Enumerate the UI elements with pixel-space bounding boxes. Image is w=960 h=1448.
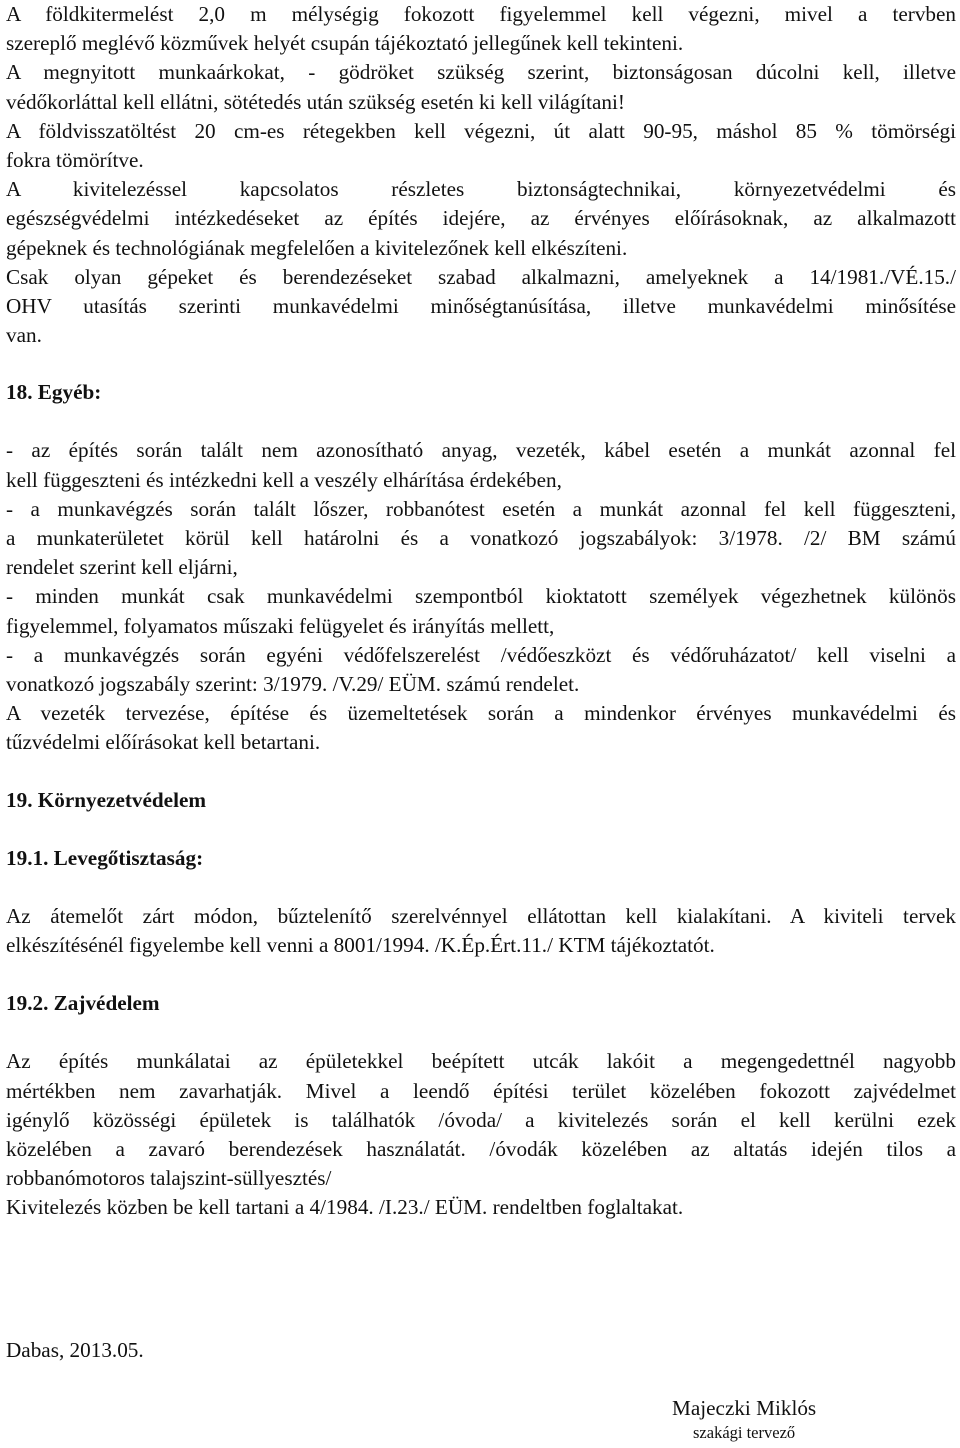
text-line: van. — [6, 323, 42, 348]
text-line: figyelemmel, folyamatos műszaki felügyelet és irányítás mellett, — [6, 613, 555, 638]
text-line: Kivitelezés közben be kell tartani a 4/1984. /I.23./ EÜM. rendeltben foglaltakat. — [6, 1195, 684, 1220]
text-line: kell függeszteni és intézkedni kell a veszély elhárítása érdekében, — [6, 467, 562, 492]
text-line: - a munkavégzés során talált lőszer, robbanótest esetén a munkát azonnal fel kell függeszteni, — [6, 496, 956, 521]
text-line: A vezeték tervezése, építése és üzemeltetések során a mindenkor érvényes munkavédelmi és — [6, 701, 956, 726]
section-19-1-heading: 19.1. Levegőtisztaság: — [6, 845, 204, 870]
text-line: A földvisszatöltést 20 cm-es rétegekben kell végezni, út alatt 90-95, máshol 85 % tömörségi — [6, 118, 956, 143]
intro-paragraph-2 — [6, 58, 956, 116]
text-line: Az építés munkálatai az épületekkel beépített utcák lakóit a megengedettnél nagyobb — [6, 1049, 956, 1074]
text-line: A megnyitott munkaárkokat, - gödröket szükség szerint, biztonságosan dúcolni kell, illetve — [6, 60, 956, 85]
list-item — [6, 582, 956, 640]
list-item — [6, 436, 956, 494]
section-19-heading: 19. Környezetvédelem — [6, 787, 207, 812]
text-line: közelében a zavaró berendezések használatát. /óvodák közelében az altatás idején tilos a — [6, 1137, 956, 1161]
text-line: - a munkavégzés során egyéni védőfelszerelést /védőeszközt és védőruházatot/ kell viselni a — [6, 642, 956, 667]
section-19-2-body — [6, 1047, 956, 1222]
section-19-2-heading: 19.2. Zajvédelem — [6, 991, 160, 1016]
text-line: védőkorláttal kell ellátni, sötétedés után szükség esetén ki kell világítani! — [6, 89, 625, 114]
signer-title: szakági tervező — [693, 1423, 796, 1442]
intro-paragraph-4 — [6, 175, 956, 263]
text-line: vonatkozó jogszabály szerint: 3/1979. /V.29/ EÜM. számú rendelet. — [6, 671, 580, 696]
text-line: fokra tömörítve. — [6, 147, 144, 172]
document-page — [6, 0, 956, 1223]
section-18-heading: 18. Egyéb: — [6, 380, 102, 405]
signature-block — [672, 1394, 816, 1444]
text-line: egészségvédelmi intézkedéseket az építés idejére, az érvényes előírásoknak, az alkalmazott — [6, 206, 956, 231]
paragraph — [6, 699, 956, 757]
text-line: - minden munkát csak munkavédelmi szempontból kioktatott személyek végezhetnek különös — [6, 584, 956, 609]
text-line: A kivitelezéssel kapcsolatos részletes biztonságtechnikai, környezetvédelmi és — [6, 177, 956, 202]
text-line: igénylő közösségi épületek is találhatók /óvoda/ a kivitelezés során el kell kerülni ezek — [6, 1107, 956, 1132]
place-date: Dabas, 2013.05. — [6, 1338, 144, 1362]
intro-paragraph-3 — [6, 117, 956, 175]
text-line: elkészítésénél figyelembe kell venni a 8001/1994. /K.Ép.Ért.11./ KTM tájékoztatót. — [6, 933, 715, 958]
list-item — [6, 495, 956, 583]
text-line: tűzvédelmi előírásokat kell betartani. — [6, 730, 321, 755]
text-line: A földkitermelést 2,0 m mélységig fokozott figyelemmel kell végezni, mivel a tervben — [6, 2, 956, 26]
text-line: Az átemelőt zárt módon, bűztelenítő szerelvénnyel ellátottan kell kialakítani. A kiviteli tervek — [6, 903, 956, 928]
list-item — [6, 641, 956, 699]
text-line: mértékben nem zavarhatják. Mivel a leendő építési terület közelében fokozott zajvédelmet — [6, 1078, 956, 1103]
text-line: szereplő meglévő közművek helyét csupán tájékoztató jellegűnek kell tekinteni. — [6, 31, 684, 56]
section-18-body — [6, 436, 956, 757]
text-line: a munkaterületet körül kell határolni és a vonatkozó jogszabályok: 3/1978. /2/ BM számú — [6, 526, 956, 550]
text-line: gépeknek és technológiának megfelelően a kivitelezőnek kell elkészíteni. — [6, 235, 628, 260]
section-19-1-body — [6, 902, 956, 960]
intro-paragraph-5 — [6, 263, 956, 351]
text-line: OHV utasítás szerinti munkavédelmi minőségtanúsítása, illetve munkavédelmi minősítése — [6, 293, 956, 318]
text-line: rendelet szerint kell eljárni, — [6, 555, 238, 580]
signer-name: Majeczki Miklós — [672, 1396, 817, 1420]
intro-paragraph-1 — [6, 0, 956, 58]
text-line: robbanómotoros talajszint-süllyesztés/ — [6, 1166, 332, 1191]
text-line: Csak olyan gépeket és berendezéseket szabad alkalmazni, amelyeknek a 14/1981./VÉ.15./ — [6, 264, 956, 289]
text-line: - az építés során talált nem azonosítható anyag, vezeték, kábel esetén a munkát azonnal fel — [6, 438, 956, 463]
